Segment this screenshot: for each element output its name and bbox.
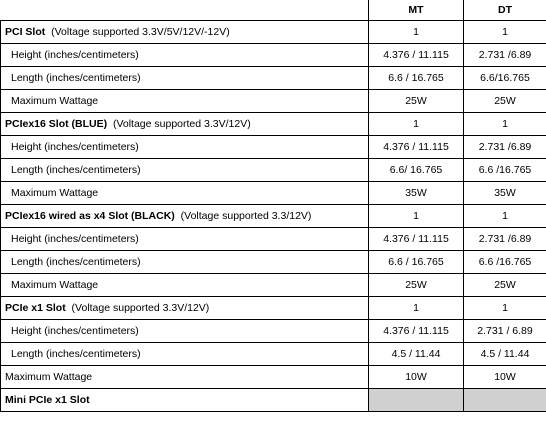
section-voltage-note: (Voltage supported 3.3V/5V/12V/-12V) xyxy=(51,26,230,38)
spec-label: Maximum Wattage xyxy=(1,182,369,205)
dt-value: 2.731 /6.89 xyxy=(464,136,546,159)
dt-value: 6.6/16.765 xyxy=(464,67,546,90)
dt-slot-count: 1 xyxy=(464,205,546,228)
spec-row xyxy=(1,366,546,389)
mt-value: 6.6/ 16.765 xyxy=(369,159,464,182)
dt-slot-count: 1 xyxy=(464,21,546,44)
spec-label: Length (inches/centimeters) xyxy=(1,67,369,90)
section-title-cell xyxy=(1,113,369,136)
section-title: PCIe x1 Slot xyxy=(5,302,66,314)
spec-label: Maximum Wattage xyxy=(1,366,369,389)
dt-slot-count xyxy=(464,389,546,412)
spec-row xyxy=(1,67,546,90)
dt-value: 10W xyxy=(464,366,546,389)
spec-row xyxy=(1,90,546,113)
section-header-row xyxy=(1,113,546,136)
section-voltage-note: (Voltage supported 3.3V/12V) xyxy=(112,118,251,130)
spec-row xyxy=(1,320,546,343)
mt-value: 4.376 / 11.115 xyxy=(369,228,464,251)
spec-label: Height (inches/centimeters) xyxy=(1,228,369,251)
spec-label: Length (inches/centimeters) xyxy=(1,251,369,274)
spec-row xyxy=(1,228,546,251)
spec-label: Height (inches/centimeters) xyxy=(1,136,369,159)
section-voltage-note: (Voltage supported 3.3V/12V) xyxy=(71,302,210,314)
spec-label: Maximum Wattage xyxy=(1,274,369,297)
section-title-cell xyxy=(1,389,369,412)
section-header-row xyxy=(1,297,546,320)
mt-value: 4.376 / 11.115 xyxy=(369,136,464,159)
spec-label: Height (inches/centimeters) xyxy=(1,44,369,67)
mt-value: 6.6 / 16.765 xyxy=(369,251,464,274)
column-header-mt: MT xyxy=(369,0,464,21)
section-title: PCIex16 wired as x4 Slot (BLACK) xyxy=(5,210,175,222)
mt-slot-count: 1 xyxy=(369,113,464,136)
spec-row xyxy=(1,159,546,182)
dt-value: 2.731 / 6.89 xyxy=(464,320,546,343)
mt-slot-count: 1 xyxy=(369,205,464,228)
dt-slot-count: 1 xyxy=(464,297,546,320)
dt-slot-count: 1 xyxy=(464,113,546,136)
spec-row xyxy=(1,343,546,366)
dt-value: 4.5 / 11.44 xyxy=(464,343,546,366)
spec-row xyxy=(1,274,546,297)
mt-value: 10W xyxy=(369,366,464,389)
mt-value: 25W xyxy=(369,90,464,113)
column-header-dt: DT xyxy=(464,0,546,21)
section-header-row xyxy=(1,389,546,412)
section-title: PCIex16 Slot (BLUE) xyxy=(5,118,108,130)
mt-value: 4.376 / 11.115 xyxy=(369,320,464,343)
mt-value: 35W xyxy=(369,182,464,205)
dt-value: 25W xyxy=(464,274,546,297)
mt-value: 6.6 / 16.765 xyxy=(369,67,464,90)
section-title-cell xyxy=(1,21,369,44)
mt-value: 4.5 / 11.44 xyxy=(369,343,464,366)
spec-row xyxy=(1,251,546,274)
section-title-cell xyxy=(1,205,369,228)
mt-slot-count: 1 xyxy=(369,21,464,44)
table-body xyxy=(1,21,546,412)
spec-row xyxy=(1,44,546,67)
section-voltage-note: (Voltage supported 3.3/12V) xyxy=(180,210,312,222)
dt-value: 6.6 /16.765 xyxy=(464,251,546,274)
section-title: Mini PCIe x1 Slot xyxy=(5,394,90,406)
spec-label: Length (inches/centimeters) xyxy=(1,159,369,182)
mt-slot-count: 1 xyxy=(369,297,464,320)
section-header-row xyxy=(1,21,546,44)
dt-value: 6.6 /16.765 xyxy=(464,159,546,182)
spec-row xyxy=(1,136,546,159)
dt-value: 2.731 /6.89 xyxy=(464,44,546,67)
spec-row xyxy=(1,182,546,205)
section-title: PCI Slot xyxy=(5,26,46,38)
dt-value: 35W xyxy=(464,182,546,205)
dt-value: 25W xyxy=(464,90,546,113)
spec-label: Length (inches/centimeters) xyxy=(1,343,369,366)
header-blank-cell xyxy=(1,0,369,21)
header-row xyxy=(1,0,546,21)
mt-value: 25W xyxy=(369,274,464,297)
section-title-cell xyxy=(1,297,369,320)
spec-label: Maximum Wattage xyxy=(1,90,369,113)
mt-slot-count xyxy=(369,389,464,412)
spec-label: Height (inches/centimeters) xyxy=(1,320,369,343)
section-header-row xyxy=(1,205,546,228)
dt-value: 2.731 /6.89 xyxy=(464,228,546,251)
mt-value: 4.376 / 11.115 xyxy=(369,44,464,67)
